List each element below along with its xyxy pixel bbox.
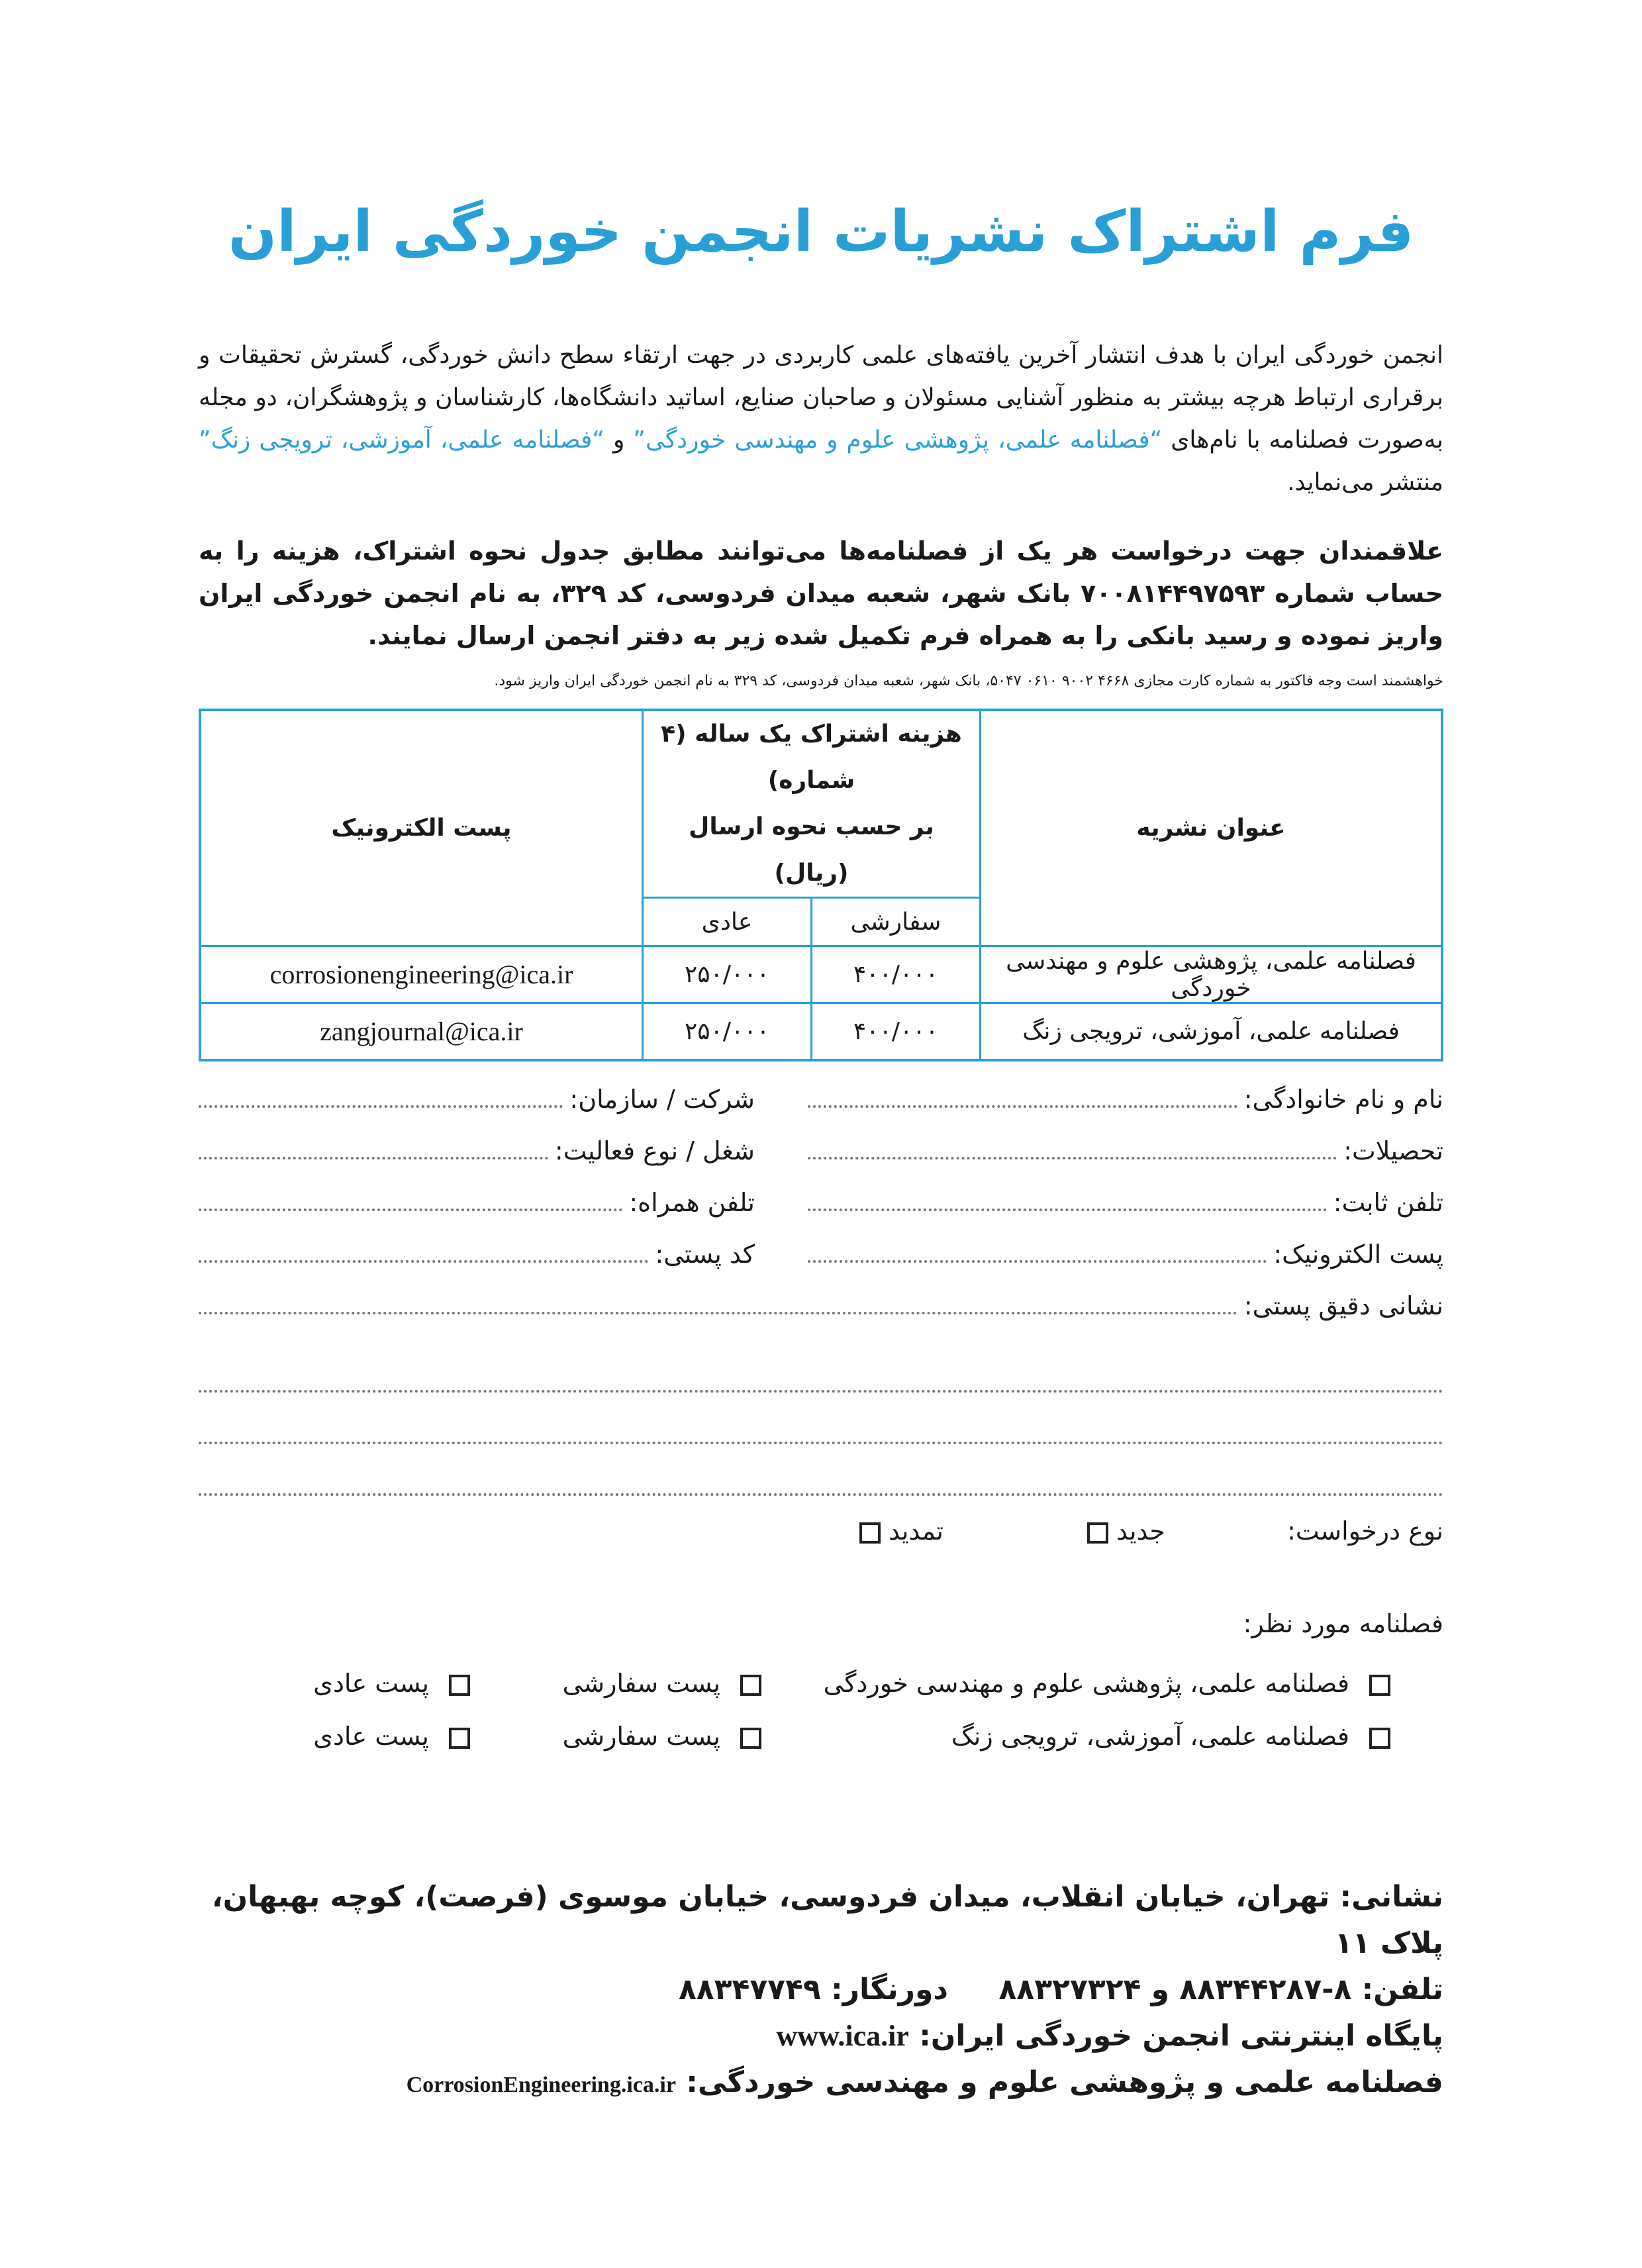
company-input-line[interactable]	[199, 1083, 563, 1108]
footer-phone: تلفن: ۸-۸۸۳۴۴۲۸۷ و ۸۸۳۲۷۳۲۴ دورنگار: ۸۸۳۴۷۷۴۹	[678, 1973, 1443, 2006]
job-field[interactable]	[199, 1134, 755, 1174]
address-input-line[interactable]	[199, 1444, 1443, 1496]
journal-option-label: فصلنامه علمی، آموزشی، ترویجی زنگ	[951, 1722, 1349, 1751]
mobile-field[interactable]	[199, 1186, 755, 1226]
postal-code-label: کد پستی:	[655, 1240, 755, 1269]
postal-code-field[interactable]	[199, 1238, 755, 1277]
request-new-label: جدید	[1116, 1516, 1165, 1546]
regular-post-label: پست عادی	[313, 1722, 429, 1751]
phone-field[interactable]	[808, 1186, 1443, 1226]
regular-post-option[interactable]	[313, 1722, 470, 1751]
payment-instructions: علاقمندان جهت درخواست هر یک از فصلنامه‌ها می‌توانند مطابق جدول نحوه اشتراک، هزینه را به حساب شماره ۷۰۰۸۱۴۴۹۷۵۹۳ بانک شهر، شعبه میدان فردوسی، کد ۳۲۹، به نام انجمن خوردگی ایران واریز نموده و رسید بانکی را به همراه فرم تکمیل شده زیر به دفتر انجمن ارسال نمایند.	[199, 536, 1443, 650]
email-field[interactable]	[808, 1238, 1443, 1277]
mobile-input-line[interactable]	[199, 1186, 622, 1211]
footer-website-label: پایگاه اینترنتی انجمن خوردگی ایران:	[919, 2019, 1443, 2053]
regular-post-label: پست عادی	[313, 1669, 429, 1698]
checkbox-icon[interactable]	[1369, 1728, 1390, 1749]
job-label: شغل / نوع فعالیت:	[554, 1136, 755, 1165]
education-input-line[interactable]	[808, 1134, 1337, 1159]
row-journal-title: فصلنامه علمی، پژوهشی علوم و مهندسی خوردگی	[981, 946, 1443, 1003]
row-registered-cost: ۴۰۰/۰۰۰	[812, 1003, 981, 1060]
registered-post-label: پست سفارشی	[562, 1669, 720, 1698]
registered-post-label: پست سفارشی	[562, 1722, 720, 1751]
intro-and: و	[612, 426, 625, 454]
footer-journal-line	[199, 2059, 1443, 2108]
phone-input-line[interactable]	[808, 1186, 1327, 1211]
journal-option-row	[199, 1722, 1443, 1764]
row-regular-cost: ۲۵۰/۰۰۰	[643, 946, 812, 1003]
regular-post-option[interactable]	[313, 1669, 470, 1698]
table-row	[200, 946, 1442, 1003]
request-type-label: نوع درخواست:	[1287, 1516, 1443, 1546]
address-input-line[interactable]	[199, 1341, 1443, 1393]
journal1-name: “فصلنامه علمی، پژوهشی علوم و مهندسی خوردگی”	[633, 426, 1163, 454]
address-input-line[interactable]	[199, 1289, 1237, 1314]
checkbox-icon[interactable]	[449, 1728, 470, 1749]
postal-code-input-line[interactable]	[199, 1238, 648, 1263]
registered-post-option[interactable]	[563, 1722, 761, 1751]
header-journal-title: عنوان نشریه	[981, 710, 1443, 946]
row-email[interactable]: corrosionengineering@ica.ir	[200, 946, 643, 1003]
name-input-line[interactable]	[808, 1083, 1237, 1108]
checkbox-icon[interactable]	[740, 1728, 761, 1749]
name-field[interactable]	[808, 1083, 1443, 1122]
intro-text-end: منتشر می‌نماید.	[1287, 469, 1443, 496]
journal-option[interactable]	[951, 1722, 1390, 1751]
checkbox-icon[interactable]	[859, 1522, 881, 1544]
row-journal-title: فصلنامه علمی، آموزشی، ترویجی زنگ	[981, 1003, 1443, 1060]
journal2-name: “فصلنامه علمی، آموزشی، ترویجی زنگ”	[199, 426, 604, 454]
job-input-line[interactable]	[199, 1134, 548, 1159]
registered-post-option[interactable]	[563, 1669, 761, 1698]
footer-address: نشانی: تهران، خیابان انقلاب، میدان فردوسی، خیابان موسوی (فرصت)، کوچه بهبهان، پلاک ۱۱	[211, 1880, 1443, 1960]
header-cost-line1: هزینه اشتراک یک ساله (۴ شماره)	[661, 720, 962, 794]
header-cost-line2: بر حسب نحوه ارسال (ریال)	[689, 813, 934, 887]
footer-website-link[interactable]: www.ica.ir	[776, 2020, 909, 2052]
row-regular-cost: ۲۵۰/۰۰۰	[643, 1003, 812, 1060]
address-input-line[interactable]	[199, 1393, 1443, 1444]
contact-footer	[199, 1874, 1443, 2108]
header-email: پست الکترونیک	[200, 710, 643, 946]
checkbox-icon[interactable]	[1087, 1522, 1108, 1544]
address-label: نشانی دقیق پستی:	[1243, 1291, 1443, 1320]
header-registered: سفارشی	[812, 898, 981, 946]
applicant-fields	[199, 1083, 1443, 1496]
page-title: فرم اشتراک نشریات انجمن خوردگی ایران	[228, 199, 1414, 265]
intro-paragraph	[199, 334, 1443, 504]
address-field[interactable]	[199, 1289, 1443, 1329]
company-field[interactable]	[199, 1083, 755, 1122]
request-renew-option[interactable]	[851, 1516, 943, 1546]
education-label: تحصیلات:	[1343, 1136, 1443, 1165]
request-new-option[interactable]	[1079, 1516, 1165, 1546]
email-label: پست الکترونیک:	[1273, 1240, 1443, 1269]
name-label: نام و نام خانوادگی:	[1243, 1085, 1443, 1114]
table-row	[200, 1003, 1442, 1060]
subscription-table	[199, 709, 1443, 1061]
email-input-line[interactable]	[808, 1238, 1267, 1263]
footer-journal-link[interactable]: CorrosionEngineering.ica.ir	[406, 2073, 676, 2097]
intro-text: انجمن خوردگی ایران با هدف انتشار آخرین یافته‌های علمی کاربردی در جهت ارتقاء سطح دانش خوردگی، گسترش تحقیقات و برقراری ارتباط هرچه بیشتر به منظور آشنایی مسئولان و صاحبان صنایع، اساتید دانشگاه‌ها، کارشناسان و پژوهشگران، دو مجله به‌صورت فصلنامه با نام‌های	[199, 342, 1444, 454]
subscription-form-page	[199, 0, 1443, 2268]
journal-selection-label: فصلنامه مورد نظر:	[1243, 1609, 1443, 1638]
request-type	[199, 1516, 1443, 1556]
request-renew-label: تمدید	[888, 1516, 943, 1546]
checkbox-icon[interactable]	[1369, 1675, 1390, 1696]
footer-website-line	[199, 2013, 1443, 2059]
row-registered-cost: ۴۰۰/۰۰۰	[812, 946, 981, 1003]
header-cost	[643, 710, 981, 898]
journal-option[interactable]	[824, 1669, 1390, 1698]
checkbox-icon[interactable]	[449, 1675, 470, 1696]
mobile-label: تلفن همراه:	[629, 1188, 755, 1217]
header-regular: عادی	[643, 898, 812, 946]
company-label: شرکت / سازمان:	[569, 1085, 755, 1114]
phone-label: تلفن ثابت:	[1333, 1188, 1443, 1217]
checkbox-icon[interactable]	[740, 1675, 761, 1696]
card-note: خواهشمند است وجه فاکتور به شماره کارت مجازی ۴۶۶۸ ۹۰۰۲ ۰۶۱۰ ۵۰۴۷، بانک شهر، شعبه میدان فردوسی، کد ۳۲۹ به نام انجمن خوردگی ایران واریز شود.	[494, 673, 1443, 689]
education-field[interactable]	[808, 1134, 1443, 1174]
footer-journal-label: فصلنامه علمی و پژوهشی علوم و مهندسی خوردگی:	[686, 2065, 1443, 2099]
journal-option-row	[199, 1669, 1443, 1711]
row-email[interactable]: zangjournal@ica.ir	[200, 1003, 643, 1060]
journal-option-label: فصلنامه علمی، پژوهشی علوم و مهندسی خوردگی	[823, 1669, 1349, 1698]
